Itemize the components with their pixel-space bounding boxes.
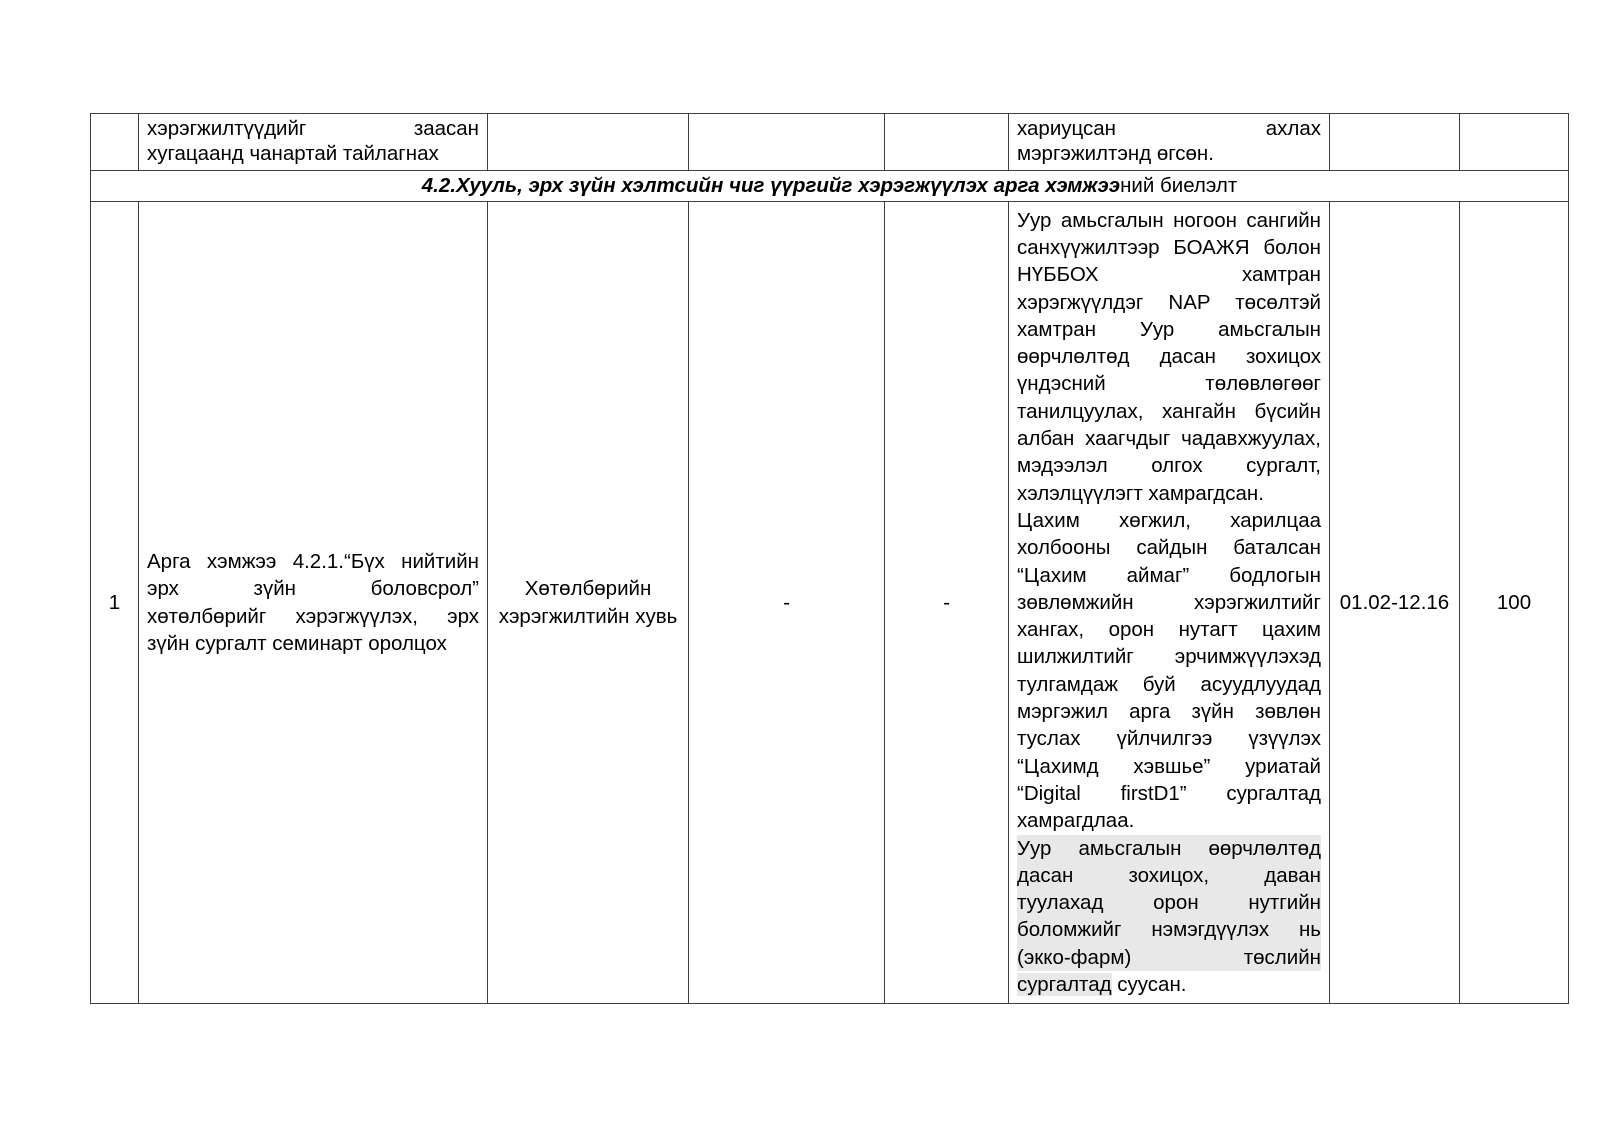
indicator-cell: Хөтөлбөрийн хэрэгжилтийн хувь <box>488 202 689 1004</box>
partial-result-cell: хариуцсан ахлах мэргэжилтэнд өгсөн. <box>1009 114 1330 171</box>
row-number-cell: 1 <box>91 202 139 1004</box>
activity-cell: Арга хэмжээ 4.2.1.“Бүх нийтийн эрх зүйн боловсрол” хөтөлбөрийг хэрэгжүүлэх, эрх зүйн сургалт семинарт оролцох <box>139 202 488 1004</box>
result-paragraph-2: Цахим хөгжил, харилцаа холбооны сайдын баталсан “Цахим аймаг” бодлогын зөвлөмжийн хэрэгжилтийг хангах, орон нутагт цахим шилжилтийг эрчимжүүлэхэд тулгамдаж буй асуудлуудад мэргэжил арга зүйн зөвлөн туслах үйлчилгээ үзүүлэх “Цахимд хэвшье” уриатай “Digital firstD1” сургалтад хамрагдлаа. <box>1017 508 1321 833</box>
empty-cell <box>1330 114 1460 171</box>
result-paragraph-3 <box>1017 835 1321 999</box>
result-paragraph-3-highlighted-lines: Уур амьсгалын өөрчлөлтөд дасан зохицох, даван туулахад орон нутгийн боломжийг нэмэгдүүлэх нь (экко-фарм) төслийн <box>1017 835 1321 971</box>
result-paragraph-3-last-line <box>1017 971 1321 998</box>
paragraph-tail: суусан. <box>1111 973 1187 996</box>
section-header-cell <box>91 171 1569 202</box>
empty-cell <box>689 114 885 171</box>
report-table <box>90 113 1569 1004</box>
empty-cell <box>1460 114 1569 171</box>
highlighted-word: сургалтад <box>1017 973 1112 996</box>
section-header-emphasis: 4.2.Хууль, эрх зүйн хэлтсийн чиг үүргийг хэрэгжүүлэх арга хэмжээ <box>421 174 1121 197</box>
target-cell: - <box>689 202 885 1004</box>
measure-row <box>91 202 1569 1004</box>
partial-task-cell: хэрэгжилтүүдийг заасан хугацаанд чанартай тайлагнах <box>139 114 488 171</box>
score-cell: 100 <box>1460 202 1569 1004</box>
partial-carryover-row <box>91 114 1569 171</box>
section-header-row <box>91 171 1569 202</box>
empty-number-cell <box>91 114 139 171</box>
section-header-rest: ний биелэлт <box>1120 174 1238 197</box>
empty-cell <box>885 114 1009 171</box>
empty-cell <box>488 114 689 171</box>
result-cell <box>1009 202 1330 1004</box>
actual-cell: - <box>885 202 1009 1004</box>
period-cell: 01.02-12.16 <box>1330 202 1460 1004</box>
result-paragraph-1: Уур амьсгалын ногоон сангийн санхүүжилтээр БОАЖЯ болон НҮББОХ хамтран хэрэгжүүлдэг NAP төсөлтэй хамтран Уур амьсгалын өөрчлөлтөд дасан зохицох үндэсний төлөвлөгөөг танилцуулах, хангайн бүсийн албан хаагчдыг чадавхжуулах, мэдээлэл олгох сургалт, хэлэлцүүлэгт хамрагдсан. <box>1017 208 1321 505</box>
